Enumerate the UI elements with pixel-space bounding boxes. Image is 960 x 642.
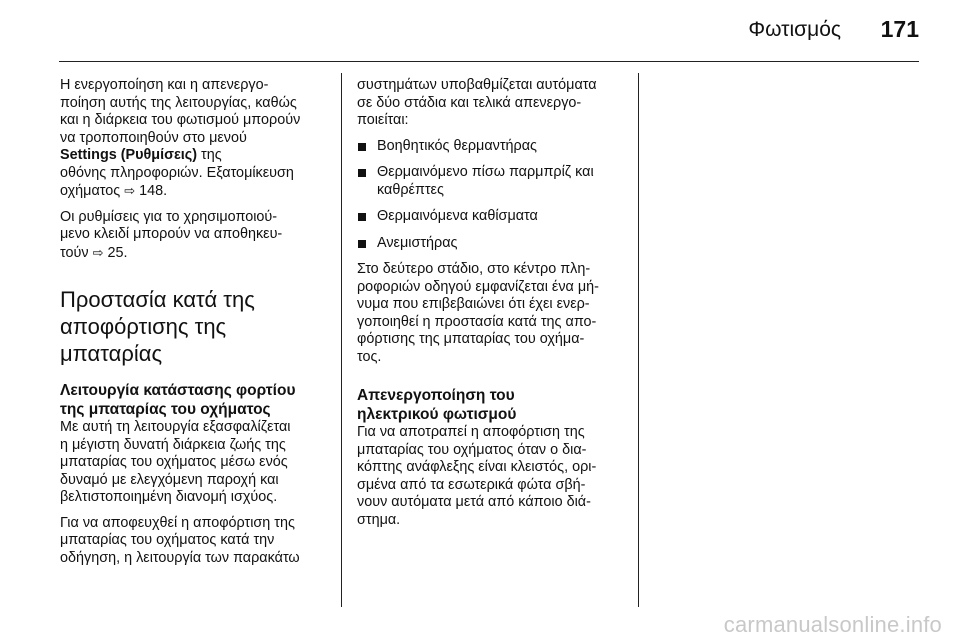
list-item <box>357 235 635 253</box>
watermark: carmanualsonline.info <box>723 612 942 637</box>
page-ref[interactable]: 148. <box>139 183 168 199</box>
text-fragment: της <box>197 147 222 163</box>
text-line: οδήγηση, η λειτουργία των παρακάτω <box>60 549 300 566</box>
text-line: στημα. <box>357 511 401 528</box>
text-line: Με αυτή τη λειτουργία εξασφαλίζεται <box>60 419 291 435</box>
list-item <box>357 138 635 156</box>
text-line: νυμα που επιβεβαιώνει ότι έχει ενερ- <box>357 296 590 312</box>
subsection-heading <box>60 381 332 419</box>
section-title: Φωτισμός <box>748 18 841 41</box>
heading-line: αποφόρτισης της <box>60 314 227 339</box>
bullet-icon <box>358 213 366 221</box>
heading-line: Λειτουργία κατάστασης φορτίου <box>60 382 296 399</box>
text-line <box>60 147 332 165</box>
text-line: δυναμό με ελεγχόμενη παροχή και <box>60 471 279 488</box>
text-line: Για να αποφευχθεί η αποφόρτιση της <box>60 514 295 531</box>
text-line: οθόνης πληροφοριών. Εξατομίκευση <box>60 164 294 181</box>
page-header <box>0 0 960 60</box>
text-line: συστημάτων υποβαθμίζεται αυτόματα <box>357 77 597 93</box>
text-line: καθρέπτες <box>377 181 444 198</box>
text-line: και η διάρκεια του φωτισμού μπορούν <box>60 112 301 128</box>
text-line: βελτιστοποιημένη διανομή ισχύος. <box>60 489 278 505</box>
heading-line: Απενεργοποίηση του <box>357 387 515 404</box>
text-fragment: οχήματος <box>60 183 125 199</box>
text-line: νουν αυτόματα μετά από κάποιο διά- <box>357 494 591 510</box>
paragraph-battery-function <box>60 419 332 507</box>
text-line: ροφοριών οδηγού εμφανίζεται ένα μή- <box>357 278 599 295</box>
text-line: Για να αποτραπεί η αποφόρτιση της <box>357 424 585 440</box>
column-divider-right <box>638 73 639 607</box>
text-line: μπαταρίας του οχήματος μέσω ενός <box>60 454 288 470</box>
text-fragment: τούν <box>60 244 93 261</box>
text-line: Οι ρυθμίσεις για το χρησιμοποιού- <box>60 208 278 225</box>
text-line: Στο δεύτερο στάδιο, στο κέντρο πλη- <box>357 261 591 277</box>
text-line <box>60 244 332 263</box>
paragraph-discharge <box>60 515 332 568</box>
bullet-icon <box>358 169 366 177</box>
subsection-heading <box>357 386 635 424</box>
paragraph-key-settings <box>60 209 332 263</box>
header-rule <box>59 61 919 62</box>
text-line: Ανεμιστήρας <box>377 234 458 251</box>
list-item <box>357 208 635 226</box>
bullet-icon <box>358 143 366 151</box>
page-number: 171 <box>880 16 919 42</box>
page-ref-icon[interactable]: ⇨ <box>124 183 136 198</box>
text-line: να τροποποιηθούν στο μενού <box>60 129 247 146</box>
list-item <box>357 164 635 199</box>
text-line: ποίηση αυτής της λειτουργίας, καθώς <box>60 94 297 111</box>
text-line: μπαταρίας του οχήματος κατά την <box>60 532 275 548</box>
text-line: σμένα από τα εσωτερικά φώτα σβή- <box>357 476 586 493</box>
heading-line: της μπαταρίας του οχήματος <box>60 401 271 418</box>
section-heading <box>60 286 332 367</box>
text-line: κόπτης ανάφλεξης είναι κλειστός, ορι- <box>357 459 597 475</box>
text-line: σε δύο στάδια και τελικά απενεργο- <box>357 94 582 111</box>
text-line: γοποιηθεί η προστασία κατά της απο- <box>357 313 597 330</box>
systems-list <box>357 138 635 253</box>
bullet-icon <box>358 240 366 248</box>
heading-line: μπαταρίας <box>60 341 163 366</box>
text-line: φόρτισης της μπαταρίας του οχήμα- <box>357 331 585 347</box>
text-line: η μέγιστη δυνατή διάρκεια ζωής της <box>60 436 286 453</box>
paragraph-systems <box>357 77 635 130</box>
text-line <box>60 182 332 201</box>
paragraph-lighting-off <box>357 424 635 529</box>
text-line: μπαταρίας του οχήματος όταν ο δια- <box>357 441 587 458</box>
left-column <box>60 77 332 575</box>
menu-name: Settings (Ρυθμίσεις) <box>60 147 198 163</box>
heading-line: ηλεκτρικού φωτισμού <box>357 406 517 423</box>
paragraph-settings <box>60 77 332 201</box>
middle-column <box>357 77 635 537</box>
page-ref[interactable]: 25. <box>107 244 128 261</box>
text-line: τος. <box>357 348 382 365</box>
text-line: Βοηθητικός θερμαντήρας <box>377 137 537 154</box>
paragraph-second-stage <box>357 261 635 366</box>
column-divider-left <box>341 73 342 607</box>
text-line: ποιείται: <box>357 112 409 128</box>
text-line: μενο κλειδί μπορούν να αποθηκευ- <box>60 226 283 242</box>
text-line: Η ενεργοποίηση και η απενεργο- <box>60 77 269 93</box>
text-line: Θερμαινόμενα καθίσματα <box>377 208 538 224</box>
page-ref-icon[interactable]: ⇨ <box>92 244 104 260</box>
text-line: Θερμαινόμενο πίσω παρμπρίζ και <box>377 164 594 180</box>
heading-line: Προστασία κατά της <box>60 287 255 312</box>
